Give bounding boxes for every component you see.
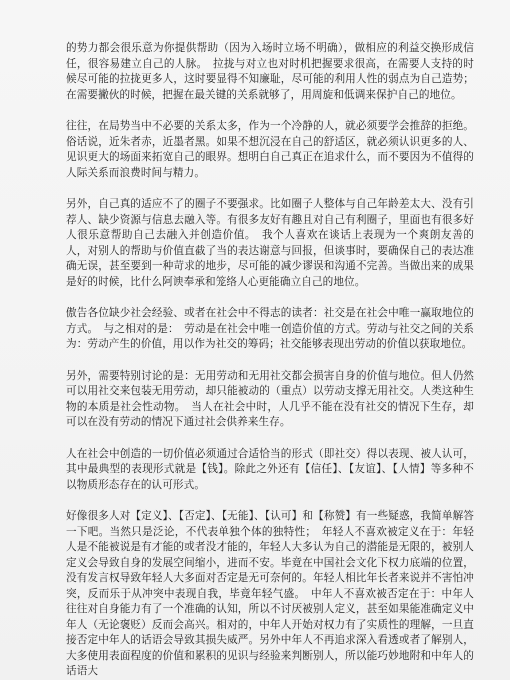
paragraph-4: 傲告各位缺少社会经验、或者在社会中不得志的读者：社交是在社会中唯一赢取地位的方式。 与之相对的是： 劳动是在社会中唯一创造价值的方式。劳动与社交之间的关系为：劳动产生的价值，用以作为社交的筹码；社交能够表现出劳动的价值以获取地位。 [66, 307, 474, 350]
paragraph-2: 往往，在局势当中不必要的关系太多，作为一个冷静的人，就必须要学会推辞的拒绝。俗话说，近朱者赤，近墨者黑。如果不想沉浸在自己的舒适区，就必须认识更多的人、见识更大的场面来拓宽自己的眼界。想明白自己真正在追求什么，而不要因为不值得的人际关系而浪费时间与精力。 [66, 120, 474, 179]
paragraph-6: 人在社会中创造的一切价值必须通过合适恰当的形式（即社交）得以表现、被人认可，其中最典型的表现形式就是【钱】。除此之外还有【信任】、【友谊】、【人情】等多种不以物质形态存在的认可形式。 [66, 447, 474, 491]
paragraph-1: 的势力都会很乐意为你提供帮助（因为入场时立场不明确），做相应的利益交换形成信任，很容易建立自己的人脉。 拉拢与对立也对时机把握要求很高，在需要人支持的时候尽可能的拉拢更多人，这时要显得不知廉耻，尽可能的利用人性的弱点为自己造势；在需要撇伙的时候，把握在最关键的关系就够了，用周旋和低调来保护自己的地位。 [66, 42, 474, 101]
paragraph-5: 另外，需要特别讨论的是：无用劳动和无用社交都会损害自身的价值与地位。但人仍然可以用社交来包装无用劳动，却只能被动的（重点）以劳动支撑无用社交。人类这种生物的本质是社会性动物。 当人在社会中时，人几乎不能在没有社交的情况下生存，却可以在没有劳动的情况下通过社会供养来生存。 [66, 369, 474, 428]
paragraph-3: 另外，自己真的适应不了的圈子不要强求。比如圈子人整体与自己年龄差太大、没有引荐人、缺少资源与信息去融入等。有很多友好有趣且对自己有利圈子，里面也有很多好人很乐意帮助自己去融入并创造价值。 我个人喜欢在谈话上表现为一个爽朗友善的人，对别人的帮助与价值直截了当的表达谢意与回报，但谈事时，要确保自己的表达准确无误，甚至要到一种苛求的地步，尽可能的减少谬误和沟通不完善。当做出来的成果是好的时候，比什么阿谀奉承和笼络人心更能确立自己的地位。 [66, 198, 474, 288]
paragraph-7: 好像很多人对【定义】、【否定】、【无能】、【认可】和【称赞】有一些疑惑，我简单解答一下吧。当然只是泛论，不代表单独个体的独特性； 年轻人不喜欢被定义在于：年轻人是不能被说是有才能的或者没才能的，年轻人大多认为自己的潜能是无限的，被别人定义会导致自身的发展空间缩小，进而不安。毕竟在中国社会文化下权力底端的位置，没有发言权导致年轻人大多面对否定是无可奈何的。年轻人相比年长者来说并不害怕冲突，反而乐于从冲突中表现自我，毕竟年轻气盛。 中年人不喜欢被否定在于：中年人往往对自身能力有了一个准确的认知，所以不讨厌被别人定义，甚至如果能准确定义中年人（无论褒贬）反而会高兴。相对的，中年人开始对权力有了实质性的理解，一旦直接否定中年人的话语会导致其损失威严。另外中年人不再追求深入看透或者了解别人，大多使用表面程度的价值和累积的见识与经验来判断别人，所以能巧妙地附和中年人的话语大 [66, 510, 474, 677]
document-body [66, 41, 474, 680]
